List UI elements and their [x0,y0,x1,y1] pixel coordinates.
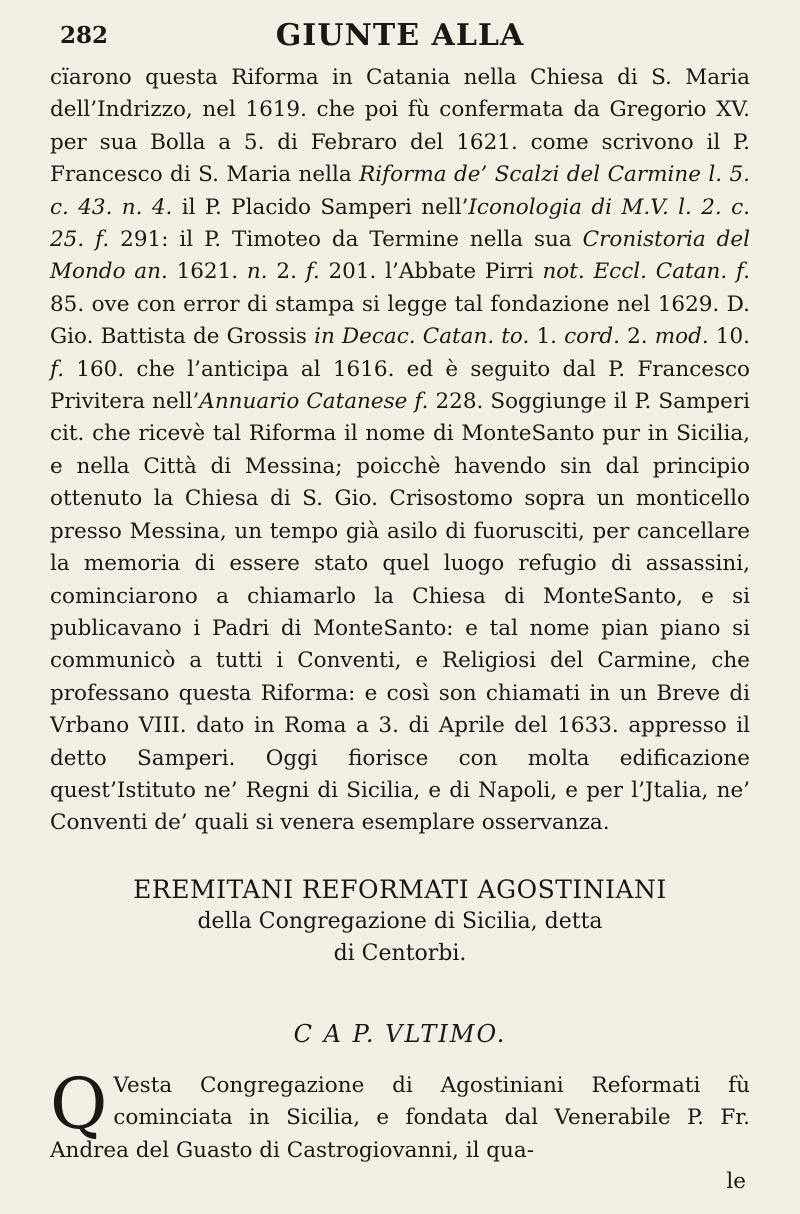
text-run: 160. che l’anticipa al 1616. ed è seguito dal P. Francesco Privitera nell’ [50,356,750,415]
text-run: 85. ove con error di stampa si legge tal fondazione nel 1629. D. Gio. Battista de Grossis [50,291,750,350]
text-run: 10. [708,324,750,350]
text-run: 228. Soggiunge il P. Samperi cit. che ricevè tal Riforma il nome di MonteSanto pur in Sicilia, e nella Città di Messina; poicchè havendo sin dal principio ottenuto la Chiesa di S. Gio. Crisostomo sopra un monticello presso Messina, un tempo già asilo di fuorusciti, per cancellare la memoria di essere stato quel luogo refugio di assassini, cominciarono a chiamarlo la Chiesa di MonteSanto, e si publicavano i Padri di MonteSanto: e tal nome pian piano si communicò a tutti i Conventi, e Religiosi del Carmine, che professano questa Riforma: e così son chiamati in un Breve di Vrbano VIII. dato in Roma a 3. di Aprile del 1633. appresso il detto Samperi. Oggi fiorisce con molta edificazione quest’Istituto ne’ Regni di Sicilia, e di Napoli, e per l’Jtalia, ne’ Conventi de’ quali si venera esemplare osservanza. [50,389,751,836]
italic-citation: n. [246,259,268,285]
text-run: 291: il P. Timoteo da Termine nella sua [109,227,583,253]
italic-citation: Riforma de’ Scalzi del Carmine l. 5. c. 43. n. 4. [50,162,750,220]
page-header [50,12,750,62]
italic-citation: not. Eccl. Catan. f. [542,259,750,285]
text-run: 2. [619,324,655,350]
text-run: 201. l’Abbate Pirri [319,259,543,285]
chapter-paragraph-text: Vesta Congregazione di Agostiniani Reformati fù cominciata in Sicilia, e fondata dal Venerabile P. Fr. Andrea del Guasto di Castrogiovanni, il qua- [50,1072,750,1163]
italic-citation: f. [305,259,320,285]
page-number: 282 [60,22,109,49]
text-run: cïarono questa Riforma in Catania nella Chiesa di S. Maria dell’Indrizzo, nel 1619. che poi fù confermata da Gregorio XV. per sua Bolla a 5. di Febraro del 1621. come scrivono il P. Francesco di S. Maria nella [50,65,750,188]
text-run: il P. Placido Samperi nell’ [172,194,469,220]
text-run: 2. [267,259,306,285]
section-subtitle-line1: della Congregazione di Sicilia, detta [197,908,603,934]
italic-citation: cord. [564,324,620,350]
text-run: 1621. [167,259,247,285]
chapter-paragraph [50,1062,750,1167]
drop-cap: Q [50,1062,108,1145]
section-title: EREMITANI REFORMATI AGOSTINIANI [133,874,667,904]
italic-citation: Annuario Catanese f. [199,389,429,415]
italic-citation: in Decac. Catan. to. [314,324,530,350]
running-head: GIUNTE ALLA [275,18,525,53]
italic-citation: Iconologia di M.V. l. 2. c. 25. f. [50,194,750,253]
italic-citation: mod. [654,324,709,350]
italic-citation: Cronistoria del Mondo an. [50,227,750,285]
catchword: le [726,1168,746,1194]
body-paragraph [50,62,750,840]
chapter-heading: C A P. VLTIMO. [293,1019,507,1048]
italic-citation: f. [50,356,65,382]
section-subtitle-line2: di Centorbi. [333,940,467,966]
text-run: 1. [529,324,565,350]
